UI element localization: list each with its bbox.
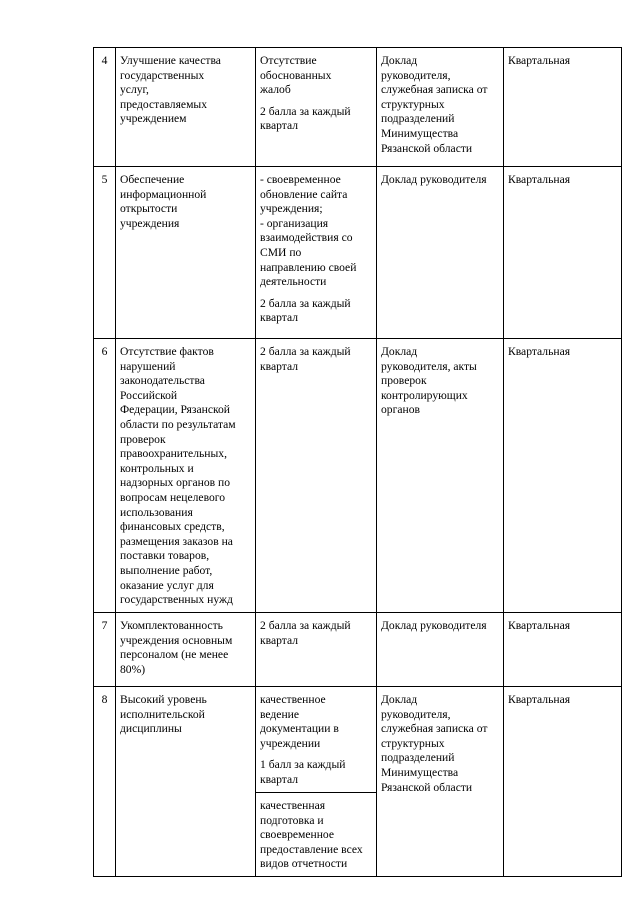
table-row — [94, 687, 622, 793]
periodicity: Квартальная — [504, 613, 622, 687]
criterion-indicator: 2 балла за каждый квартал — [256, 339, 377, 613]
supporting-document: Доклад руководителя — [377, 613, 504, 687]
periodicity: Квартальная — [504, 48, 622, 167]
row-number: 5 — [94, 167, 116, 339]
periodicity: Квартальная — [504, 687, 622, 877]
criterion-name: Отсутствие фактов нарушений законодательства Российской Федерации, Рязанской области по результатам проверок правоохранительных, контрольных и надзорных органов по вопросам нецелевого использования финансовых средств, размещения заказов на поставки товаров, выполнение работ, оказание услуг для государственных нужд — [116, 339, 256, 613]
criteria-table — [93, 47, 622, 877]
criterion-name: Укомплектованность учреждения основным персоналом (не менее 80%) — [116, 613, 256, 687]
criterion-name: Высокий уровень исполнительской дисциплины — [116, 687, 256, 877]
row-number: 8 — [94, 687, 116, 877]
supporting-document: Доклад руководителя — [377, 167, 504, 339]
criterion-indicator — [256, 167, 377, 339]
indicator-text: качественное ведение документации в учреждении — [260, 693, 339, 750]
table-row — [94, 167, 622, 339]
score-text: 2 балла за каждый квартал — [260, 104, 351, 133]
criterion-indicator-2: качественная подготовка и своевременное предоставление всех видов отчетности — [256, 793, 377, 877]
indicator-text: - своевременное обновление сайта учреждения; - организация взаимодействия со СМИ по направлению своей деятельности — [260, 173, 357, 289]
row-number: 7 — [94, 613, 116, 687]
periodicity: Квартальная — [504, 167, 622, 339]
indicator-text: Отсутствие обоснованных жалоб — [260, 54, 332, 97]
periodicity: Квартальная — [504, 339, 622, 613]
table-row — [94, 48, 622, 167]
row-number: 6 — [94, 339, 116, 613]
table-row — [94, 613, 622, 687]
table-row — [94, 339, 622, 613]
criterion-indicator: 2 балла за каждый квартал — [256, 613, 377, 687]
supporting-document: Доклад руководителя, служебная записка от структурных подразделений Минимущества Рязанской области — [377, 687, 504, 877]
criterion-indicator — [256, 687, 377, 793]
criterion-name: Обеспечение информационной открытости учреждения — [116, 167, 256, 339]
row-number: 4 — [94, 48, 116, 167]
supporting-document: Доклад руководителя, служебная записка от структурных подразделений Минимущества Рязанской области — [377, 48, 504, 167]
criterion-name: Улучшение качества государственных услуг, предоставляемых учреждением — [116, 48, 256, 167]
score-text: 2 балла за каждый квартал — [260, 296, 351, 325]
criterion-indicator — [256, 48, 377, 167]
score-text: 1 балл за каждый квартал — [260, 758, 346, 786]
supporting-document: Доклад руководителя, акты проверок контролирующих органов — [377, 339, 504, 613]
